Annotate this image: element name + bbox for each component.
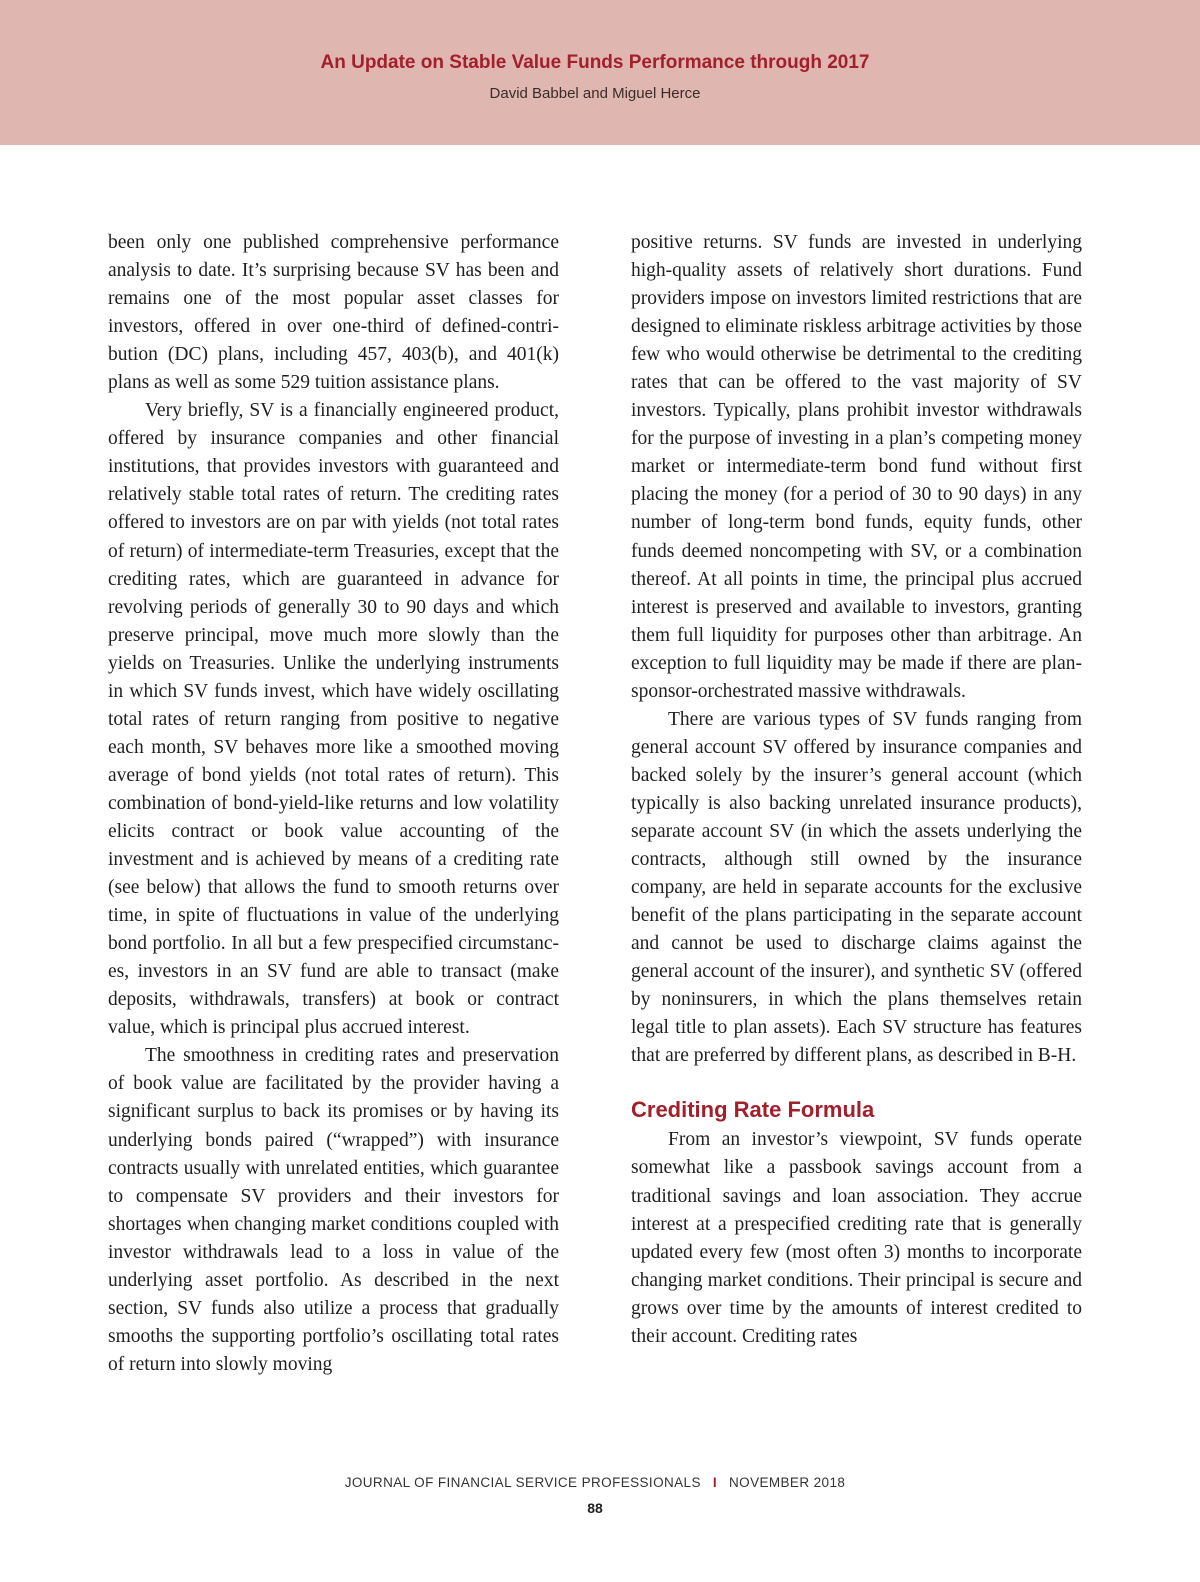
- paragraph: There are various types of SV funds ranging from general account SV offered by insurance companies and backed solely by the insurer’s general account (which typically is also backing unrelated insurance products), separate account SV (in which the assets underlying the contracts, although still owned by the insurance company, are held in separate accounts for the exclusive benefit of the plans participating in the separate account and cannot be used to discharge claims against the general account of the insurer), and synthetic SV (offered by noninsurers, in which the plans themselves retain legal title to plan assets). Each SV structure has features that are preferred by different plans, as described in B-H.: [631, 708, 1082, 1067]
- footer-issue-date: NOVEMBER 2018: [729, 1475, 846, 1490]
- paragraph: Very briefly, SV is a financially engineered product, offered by insurance companies and other financial institutions, that provides investors with guaranteed and relatively stable total rates of return. The crediting rates offered to investors are on par with yields (not total rates of return) of intermediate-term Treasuries, except that the crediting rates, which are guaranteed in advance for revolving periods of generally 30 to 90 days and which preserve principal, move much more slowly than the yields on Treasuries. Unlike the underlying instruments in which SV funds invest, which have widely oscillating total rates of return ranging from positive to negative each month, SV behaves more like a smoothed moving average of bond yields (not total rates of return). This combination of bond-yield-like returns and low volatility elicits contract or book value accounting of the investment and is achieved by means of a crediting rate (see below) that allows the fund to smooth returns over time, in spite of fluctuations in value of the underlying bond portfolio. In all but a few prespecified circumstances, investors in an SV fund are able to transact (make deposits, withdrawals, transfers) at book or contract value, which is principal plus accrued interest.: [108, 400, 559, 1039]
- header-band: [0, 0, 1200, 145]
- article-authors: David Babbel and Miguel Herce: [489, 85, 701, 102]
- paragraph: positive returns. SV funds are invested in underlying high-quality assets of relatively short durations. Fund providers impose on investors limited restrictions that are designed to eliminate riskless arbitrage activities by those few who would otherwise be detrimental to the crediting rates that can be offered to the vast majority of SV investors. Typically, plans prohibit investor withdrawals for the purpose of investing in a plan’s competing money market or intermediate-term bond fund without first placing the money (for a period of 30 to 90 days) in any number of long-term bond funds, equity funds, other funds deemed noncompeting with SV, or a combination thereof. At all points in time, the principal plus accrued interest is preserved and available to investors, granting them full liquidity for purposes other than arbitrage. An exception to full liquidity may be made if there are plan-sponsor-orchestrated massive withdrawals.: [631, 232, 1082, 702]
- article-title: An Update on Stable Value Funds Performance through 2017: [320, 52, 870, 73]
- page-number: 88: [587, 1500, 603, 1516]
- paragraph: From an investor’s viewpoint, SV funds operate somewhat like a passbook savings account from a traditional savings and loan association. They accrue interest at a prespecified crediting rate that is generally updated every few (most often 3) months to incorporate changing market conditions. Their principal is secure and grows over time by the amounts of interest credited to their account. Crediting rates: [631, 1129, 1082, 1347]
- right-column: [631, 229, 1082, 1351]
- footer-separator: I: [712, 1475, 718, 1490]
- footer-journal-name: JOURNAL OF FINANCIAL SERVICE PROFESSIONALS: [344, 1475, 701, 1490]
- footer-running-line: [0, 1475, 1190, 1490]
- section-heading: Crediting Rate Formula: [631, 1097, 875, 1123]
- left-column: [108, 229, 559, 1379]
- paragraph: been only one published comprehensive performance analysis to date. It’s surprising because SV has been and remains one of the most popular asset classes for investors, offered in over one-third of defined-contribution (DC) plans, including 457, 403(b), and 401(k) plans as well as some 529 tuition assistance plans.: [108, 232, 559, 394]
- paragraph: The smoothness in crediting rates and preservation of book value are facilitated by the provider having a significant surplus to back its promises or by having its underlying bonds paired (“wrapped”) with insurance contracts usually with unrelated entities, which guarantee to compensate SV providers and their investors for shortages when changing market conditions coupled with investor withdrawals lead to a loss in value of the underlying asset portfolio. As described in the next section, SV funds also utilize a process that gradually smooths the supporting portfolio’s oscillating total rates of return into slowly moving: [108, 1045, 559, 1375]
